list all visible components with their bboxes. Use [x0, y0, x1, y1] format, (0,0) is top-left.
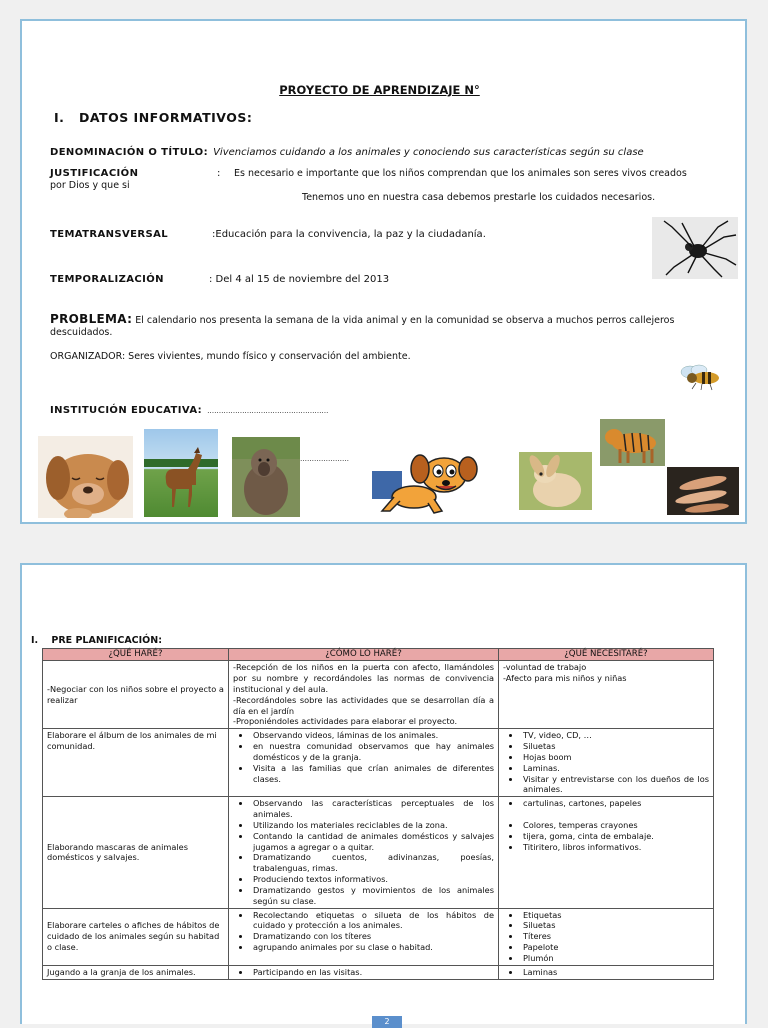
cell-que-necesitare — [499, 908, 714, 965]
cell-que-hare: -Negociar con los niños sobre el proyecto a realizar — [43, 661, 229, 729]
justificacion-continuation: por Dios y que si — [50, 180, 130, 191]
list-item: • tijera, goma, cinta de embalaje. — [521, 831, 709, 842]
cell-line: -voluntad de trabajo — [503, 662, 587, 673]
section-number: I. — [31, 635, 39, 646]
table-row — [43, 729, 714, 797]
denominacion-row — [50, 140, 730, 159]
horse-photo — [144, 429, 218, 517]
cartoon-dog — [372, 453, 482, 515]
list-item: • Laminas — [521, 967, 709, 978]
cell-que-necesitare — [499, 797, 714, 908]
spider-icon — [652, 217, 738, 279]
table-header-row — [43, 649, 714, 661]
page-number: 2 — [372, 1016, 402, 1028]
bee-icon — [668, 356, 728, 391]
temporalizacion-value: : Del 4 al 15 de noviembre del 2013 — [209, 274, 390, 285]
list-item: • Visita a las familias que crían animales de diferentes clases. — [251, 763, 494, 785]
list-item: • Recolectando etiquetas o silueta de los hábitos de cuidado y protección a los animales. — [251, 910, 494, 932]
fish-photo — [667, 467, 739, 515]
institucion-dots-2: ………………… — [300, 455, 349, 463]
list-item: • Siluetas — [521, 920, 709, 931]
bee-illustration — [668, 356, 728, 391]
list-item: • Siluetas — [521, 741, 709, 752]
document-page-2 — [20, 563, 747, 1024]
cell-que-hare: Jugando a la granja de los animales. — [43, 965, 229, 979]
list-item: • en nuestra comunidad observamos que hay animales domésticos y de la granja. — [251, 741, 494, 763]
cell-como-lo-hare — [229, 729, 499, 797]
institucion-row — [50, 398, 328, 417]
puppy-photo — [38, 436, 133, 518]
table-row — [43, 908, 714, 965]
preplanificacion-table — [42, 648, 714, 980]
problema-value: El calendario nos presenta la semana de la vida animal y en la comunidad se observa a muchos perros callejeros descuidados. — [50, 315, 675, 338]
cell-que-hare: Elaborando mascaras de animales domésticos y salvajes. — [43, 797, 229, 908]
header-que-hare: ¿QUÉ HARÉ? — [43, 649, 229, 661]
section-title: PRE PLANIFICACIÓN: — [51, 635, 162, 646]
table-row — [43, 661, 714, 729]
list-item: • Produciendo textos informativos. — [251, 874, 494, 885]
list-item: • Utilizando los materiales reciclables de la zona. — [251, 820, 494, 831]
cell-como-lo-hare — [229, 661, 499, 729]
cell-que-necesitare — [499, 965, 714, 979]
header-como-lo-hare: ¿CÓMO LO HARÉ? — [229, 649, 499, 661]
baboon-icon — [232, 437, 300, 517]
list-item: • Hojas boom — [521, 752, 709, 763]
document-page-1 — [20, 19, 747, 524]
list-item: • Títeres — [521, 931, 709, 942]
cell-que-necesitare — [499, 661, 714, 729]
cell-que-necesitare — [499, 729, 714, 797]
list-item: • Titiritero, libros informativos. — [521, 842, 709, 853]
list-item: • Observando videos, láminas de los animales. — [251, 730, 494, 741]
section-title: DATOS INFORMATIVOS: — [78, 110, 253, 125]
header-que-necesitare: ¿QUÉ NECESITARÉ? — [499, 649, 714, 661]
tiger-photo — [600, 419, 665, 466]
cell-line: -Proponiéndoles actividades para elaborar el proyecto. — [233, 716, 458, 727]
fish-icon — [667, 467, 739, 515]
cell-como-lo-hare — [229, 965, 499, 979]
list-item: • Laminas. — [521, 763, 709, 774]
list-item: • Observando las características perceptuales de los animales. — [251, 798, 494, 820]
problema-row — [50, 312, 715, 339]
institucion-dots: ……………………………………………. — [207, 407, 329, 415]
list-item: • Dramatizando cuentos, adivinanzas, poesías, trabalenguas, rimas. — [251, 852, 494, 874]
cell-line: -Recepción de los niños en la puerta con afecto, llamándoles por su nombre y recordándoles las normas de convivencia institucional y del aula. — [233, 662, 494, 694]
temporalizacion-label: TEMPORALIZACIÓN — [50, 274, 164, 285]
problema-label: PROBLEMA: — [50, 312, 133, 326]
tiger-icon — [600, 419, 665, 466]
list-item: • TV, video, CD, … — [521, 730, 709, 741]
rabbit-icon — [519, 452, 592, 510]
list-item: • Dramatizando gestos y movimientos de los animales según su clase. — [251, 885, 494, 907]
list-item: • Contando la cantidad de animales domésticos y salvajes jugamos a agregar o a quitar. — [251, 831, 494, 853]
list-item: • Visitar y entrevistarse con los dueños de los animales. — [521, 774, 709, 796]
cell-que-hare: Elaborare carteles o afiches de hábitos de cuidado de los animales según su habitad o clase. — [43, 908, 229, 965]
list-item: • cartulinas, cartones, papeles — [521, 798, 709, 809]
cell-como-lo-hare — [229, 908, 499, 965]
baboon-photo — [232, 437, 300, 517]
justificacion-value: Es necesario e importante que los niños comprendan que los animales son seres vivos creados — [234, 168, 687, 179]
table-row — [43, 797, 714, 908]
justificacion-second-line: Tenemos uno en nuestra casa debemos prestarle los cuidados necesarios. — [302, 192, 656, 203]
section-heading-datos — [54, 110, 252, 125]
tema-value: :Educación para la convivencia, la paz y la ciudadanía. — [212, 229, 486, 240]
table-row — [43, 965, 714, 979]
section-heading-preplanificacion — [31, 635, 162, 646]
list-item: • Papelote — [521, 942, 709, 953]
tema-label: TEMATRANSVERSAL — [50, 229, 168, 240]
section-number: I. — [54, 110, 65, 125]
spider-photo — [652, 217, 738, 279]
puppy-icon — [38, 436, 133, 518]
cell-que-hare: Elaborare el álbum de los animales de mi comunidad. — [43, 729, 229, 797]
list-item: • Participando en las visitas. — [251, 967, 494, 978]
list-item: • Colores, temperas crayones — [521, 820, 709, 831]
cell-line: -Recordándoles sobre las actividades que se desarrollan día a día en el jardín — [233, 694, 494, 716]
denominacion-value: Vivenciamos cuidando a los animales y conociendo sus características según su clase — [213, 147, 644, 158]
institucion-label: INSTITUCIÓN EDUCATIVA: — [50, 405, 203, 416]
list-item: • Plumón — [521, 953, 709, 964]
organizador-text: ORGANIZADOR: Seres vivientes, mundo físico y conservación del ambiente. — [50, 351, 411, 362]
rabbit-photo — [519, 452, 592, 510]
list-item: • Etiquetas — [521, 910, 709, 921]
cell-line: -Afecto para mis niños y niñas — [503, 673, 627, 684]
justificacion-label: JUSTIFICACIÓN — [50, 168, 139, 179]
cartoon-dog-icon — [372, 453, 482, 515]
cell-como-lo-hare — [229, 797, 499, 908]
list-item: • agrupando animales por su clase o habitad. — [251, 942, 494, 953]
horse-icon — [144, 429, 218, 517]
project-title: PROYECTO DE APRENDIZAJE N° — [279, 83, 480, 97]
justificacion-colon: : — [217, 168, 221, 179]
spacer — [503, 809, 709, 820]
denominacion-label: DENOMINACIÓN O TÍTULO: — [50, 147, 208, 158]
list-item: • Dramatizando con los títeres — [251, 931, 494, 942]
